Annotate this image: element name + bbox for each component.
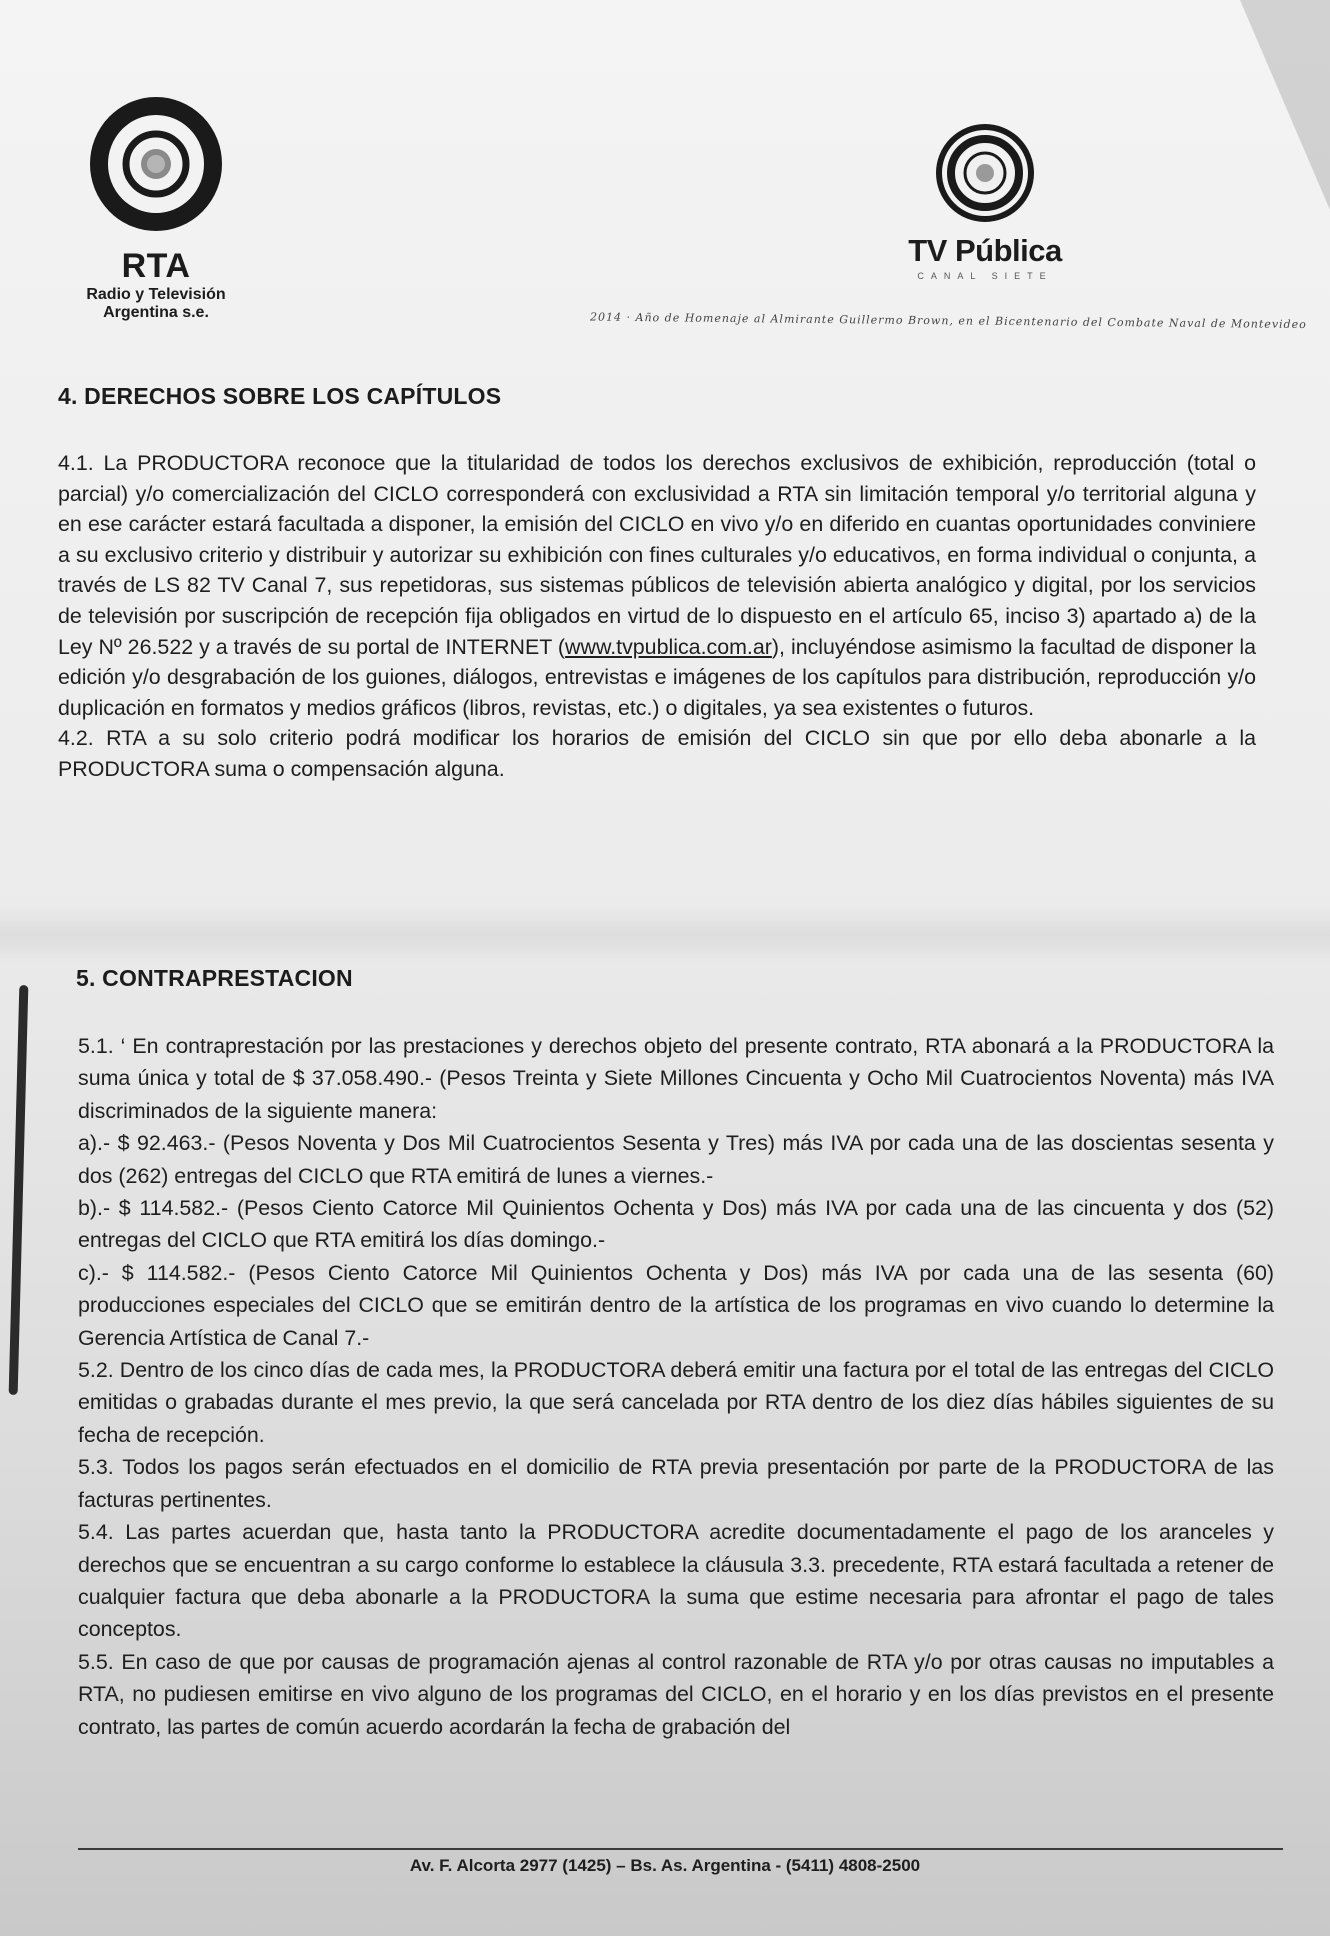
clause-4-1-text-start: 4.1. La PRODUCTORA reconoce que la titularidad de todos los derechos exclusivos de exhibición, reproducción (total o parcial) y/o comercialización del CICLO corresponderá con exclusividad a RTA sin limitación temporal y/o territorial alguna y en ese carácter estará facultada a disponer, la emisión del CICLO en vivo y/o en diferido en cuantas oportunidades conviniere a su exclusivo criterio y distribuir y autorizar su exhibición con fines culturales y/o educativos, en forma individual o conjunta, a través de LS 82 TV Canal 7, sus repetidoras, sus sistemas públicos de televisión abierta analógico y digital, por los servicios de televisión por suscripción de recepción fija obligados en virtud de lo dispuesto en el artículo 65, inciso 3) apartado a) de la Ley Nº 26.522 y a través de su portal de INTERNET ( [58,451,1256,659]
rta-logo-emblem [81,92,231,242]
section-4-body [58,448,1256,785]
clause-5-1: 5.1. ‘ En contraprestación por las prestaciones y derechos objeto del presente contrato, RTA abonará a la PRODUCTORA la suma única y total de $ 37.058.490.- (Pesos Treinta y Siete Millones Cincuenta y Ocho Mil Cuatrocientos Noventa) más IVA discriminados de la siguiente manera: [78,1034,1274,1123]
tv-publica-logo [900,118,1070,298]
tv-publica-logo-name: TV Pública [908,233,1062,268]
clause-4-1-text-end: ), incluyéndose asimismo la facultad de disponer la edición y/o desgrabación de los guiones, diálogos, entrevistas e imágenes de los capítulos para distribución, reproducción y/o duplicación en formatos y medios gráficos (libros, revistas, etc.) o digitales, ya sea existentes o futuros. [58,634,1257,720]
handwritten-year-note: 2014 · Año de Homenaje al Almirante Guillermo Brown, en el Bicentenario del Combate Naval de Montevideo [589,310,1307,332]
footer-divider [78,1848,1283,1850]
section-5-body [78,1030,1274,1743]
section-4-heading: 4. DERECHOS SOBRE LOS CAPÍTULOS [58,383,502,409]
clause-5-2: 5.2. Dentro de los cinco días de cada mes, la PRODUCTORA deberá emitir una factura por el total de las entregas del CICLO emitidas o grabadas durante el mes previo, la que será cancelada por RTA dentro de los diez días hábiles siguientes de su fecha de recepción. [78,1358,1274,1447]
clause-5-1-a: a).- $ 92.463.- (Pesos Noventa y Dos Mil Cuatrocientos Sesenta y Tres) más IVA por cada una de las doscientas sesenta y dos (262) entregas del CICLO que RTA emitirá de lunes a viernes.- [78,1131,1274,1188]
clause-5-4: 5.4. Las partes acuerdan que, hasta tanto la PRODUCTORA acredite documentadamente el pago de los aranceles y derechos que se encuentran a su cargo conforme lo establece la cláusula 3.3. precedente, RTA estará facultada a retener de cualquier factura que deba abonarle a la PRODUCTORA la suma que estime necesaria para afrontar el pago de tales conceptos. [78,1520,1274,1642]
clause-4-1 [58,448,1256,723]
clause-5-5: 5.5. En caso de que por causas de programación ajenas al control razonable de RTA y/o por otras causas no imputables a RTA, no pudiesen emitirse en vivo alguno de los programas del CICLO, en el horario y en los días previstos en el presente contrato, las partes de común acuerdo acordarán la fecha de grabación del [78,1649,1274,1739]
rta-logo-subtitle-2: Argentina s.e. [103,304,209,321]
page-fold-shadow [0,905,1330,965]
clause-4-2: 4.2. RTA a su solo criterio podrá modificar los horarios de emisión del CICLO sin que por ello deba abonarle a la PRODUCTORA suma o compensación alguna. [58,726,1256,781]
clause-5-1-c: c).- $ 114.582.- (Pesos Ciento Catorce Mil Quinientos Ochenta y Dos) más IVA por cada una de las sesenta (60) producciones especiales del CICLO que se emitirán dentro de la artística de los programas en vivo cuando lo determine la Gerencia Artística de Canal 7.- [78,1260,1274,1350]
clause-5-3: 5.3. Todos los pagos serán efectuados en el domicilio de RTA previa presentación por parte de la PRODUCTORA de las facturas pertinentes. [78,1455,1274,1512]
clause-5-1-b: b).- $ 114.582.- (Pesos Ciento Catorce Mil Quinientos Ochenta y Dos) más IVA por cada una de las cincuenta y dos (52) entregas del CICLO que RTA emitirá los días domingo.- [78,1196,1274,1253]
rta-logo-name: RTA [121,247,191,285]
page-corner-shadow [1240,0,1330,210]
footer-address: Av. F. Alcorta 2977 (1425) – Bs. As. Argentina - (5411) 4808-2500 [409,1856,921,1875]
section-5-heading: 5. CONTRAPRESTACION [76,965,353,991]
tv-publica-logo-emblem [930,118,1040,228]
tvpublica-url-link[interactable]: www.tvpublica.com.ar [565,634,772,659]
rta-logo-subtitle-1: Radio y Televisión [86,286,226,303]
margin-pen-mark [9,985,29,1395]
rta-logo [66,92,246,332]
tv-publica-logo-subtitle: CANAL SIETE [917,271,1053,281]
